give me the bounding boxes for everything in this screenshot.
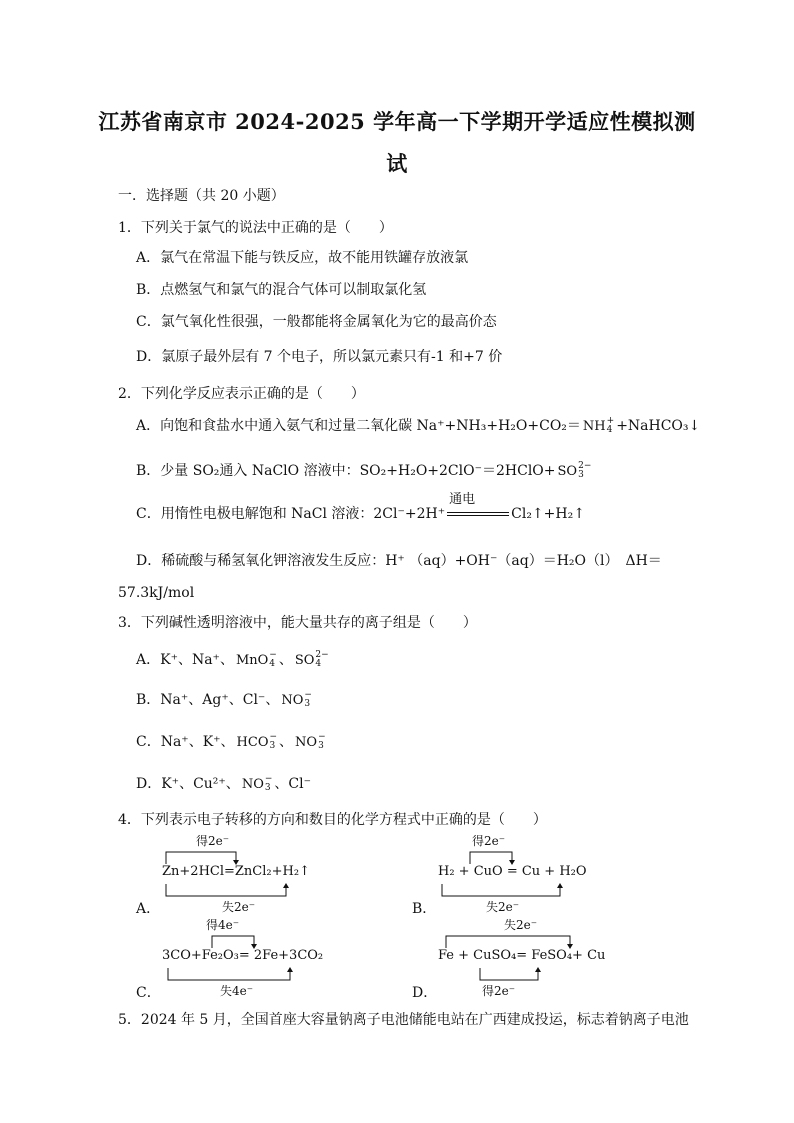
question-3-option-a: A．K⁺、Na⁺、 MnO − 4 、 SO 2− 4 bbox=[136, 650, 329, 669]
question-4-option-c bbox=[136, 916, 336, 1000]
option-b-prefix: B．Na⁺、Ag⁺、Cl⁻、 bbox=[136, 692, 280, 708]
option-b-label: B． bbox=[412, 901, 437, 917]
question-2-option-d-continued: 57.3kJ/mol bbox=[118, 585, 195, 601]
question-3-option-c: C．Na⁺、K⁺、 HCO − 3 、 NO − 3 bbox=[136, 732, 326, 751]
question-2-option-b bbox=[136, 461, 593, 482]
question-1-stem: 1．下列关于氯气的说法中正确的是（ ） bbox=[118, 220, 393, 236]
question-2-stem: 2．下列化学反应表示正确的是（ ） bbox=[118, 386, 365, 402]
question-3-option-d bbox=[136, 774, 311, 795]
electron-loss-label: 失2e⁻ bbox=[222, 900, 256, 914]
option-a-tail: +NaHCO₃↓ bbox=[616, 418, 701, 434]
nitrate-ion: NO − 3 bbox=[281, 690, 312, 709]
sulfite-ion: SO 2− 3 bbox=[557, 461, 592, 480]
sulfate-ion: SO 2− 4 bbox=[294, 650, 329, 669]
nitrate-ion: NO − 3 bbox=[295, 732, 326, 751]
option-c-prefix: C．Na⁺、K⁺、 bbox=[136, 734, 235, 750]
electron-loss-label: 失2e⁻ bbox=[486, 900, 520, 914]
option-c-label: C． bbox=[136, 985, 161, 1001]
electron-gain-label: 得4e⁻ bbox=[206, 918, 240, 932]
option-a-label: A． bbox=[136, 901, 161, 917]
equation-b: H₂ + CuO = Cu + H₂O bbox=[438, 864, 587, 879]
electrolysis-condition: 通电 bbox=[449, 492, 476, 507]
option-c-text: C．用惰性电极电解饱和 NaCl 溶液：2Cl⁻+2H⁺ bbox=[136, 506, 446, 522]
question-4-option-a bbox=[136, 832, 336, 916]
nitrate-ion: NO − 3 bbox=[241, 774, 273, 793]
option-b-text: B．少量 SO₂通入 NaClO 溶液中：SO₂+H₂O+2ClO⁻＝2HClO+ bbox=[136, 463, 556, 479]
electron-loss-label: 失4e⁻ bbox=[220, 984, 254, 998]
equation-a: Zn+2HCl=ZnCl₂+H₂↑ bbox=[162, 864, 310, 879]
page-title-continued: 试 bbox=[386, 151, 408, 176]
ammonium-ion: NH + 4 bbox=[582, 416, 615, 435]
equation-c: 3CO+Fe₂O₃= 2Fe+3CO₂ bbox=[162, 948, 324, 963]
electron-loss-label: 失2e⁻ bbox=[504, 918, 538, 932]
section-heading: 一．选择题（共 20 小题） bbox=[118, 188, 285, 204]
permanganate-ion: MnO − 4 bbox=[235, 650, 277, 669]
option-d-prefix: D．K⁺、Cu²⁺、 bbox=[136, 776, 240, 792]
question-2-option-c bbox=[136, 492, 585, 524]
electron-gain-label: 得2e⁻ bbox=[196, 834, 230, 848]
electrolysis-equals bbox=[445, 492, 511, 524]
equation-d: Fe + CuSO₄= FeSO₄+ Cu bbox=[438, 948, 606, 963]
option-c-tail: Cl₂↑+H₂↑ bbox=[511, 506, 585, 522]
bicarbonate-ion: HCO − 3 bbox=[236, 732, 278, 751]
question-1-option-a: A．氯气在常温下能与铁反应，故不能用铁罐存放液氯 bbox=[136, 250, 469, 266]
question-3-option-b bbox=[136, 690, 314, 711]
question-4-option-d bbox=[412, 916, 612, 1000]
question-1-option-c: C．氯气氧化性很强，一般都能将金属氧化为它的最高价态 bbox=[136, 314, 497, 330]
page-title: 江苏省南京市 2024-2025 学年高一下学期开学适应性模拟测 bbox=[98, 109, 696, 134]
electron-gain-label: 得2e⁻ bbox=[482, 984, 516, 998]
option-d-label: D． bbox=[412, 985, 438, 1001]
option-a-prefix: A．K⁺、Na⁺、 bbox=[136, 652, 234, 668]
question-3-stem: 3．下列碱性透明溶液中，能大量共存的离子组是（ ） bbox=[118, 615, 477, 631]
question-2-option-d: D．稀硫酸与稀氢氧化钾溶液发生反应：H⁺ （aq）+OH⁻（aq）＝H₂O（l） ΔH＝ bbox=[136, 553, 662, 569]
question-5-stem: 5．2024 年 5 月，全国首座大容量钠离子电池储能电站在广西建成投运，标志着钠离子电池 bbox=[118, 1012, 689, 1028]
question-1-option-b: B．点燃氢气和氯气的混合气体可以制取氯化氢 bbox=[136, 282, 427, 298]
option-a-text: A．向饱和食盐水中通入氨气和过量二氧化碳 Na⁺+NH₃+H₂O+CO₂＝ bbox=[136, 418, 581, 434]
option-d-tail: 、Cl⁻ bbox=[274, 776, 311, 792]
question-4-option-b bbox=[412, 832, 612, 916]
electron-gain-label: 得2e⁻ bbox=[472, 834, 506, 848]
question-2-option-a bbox=[136, 416, 700, 437]
question-4-stem: 4．下列表示电子转移的方向和数目的化学方程式中正确的是（ ） bbox=[118, 812, 547, 828]
question-1-option-d: D．氯原子最外层有 7 个电子，所以氯元素只有-1 和+7 价 bbox=[136, 349, 503, 365]
